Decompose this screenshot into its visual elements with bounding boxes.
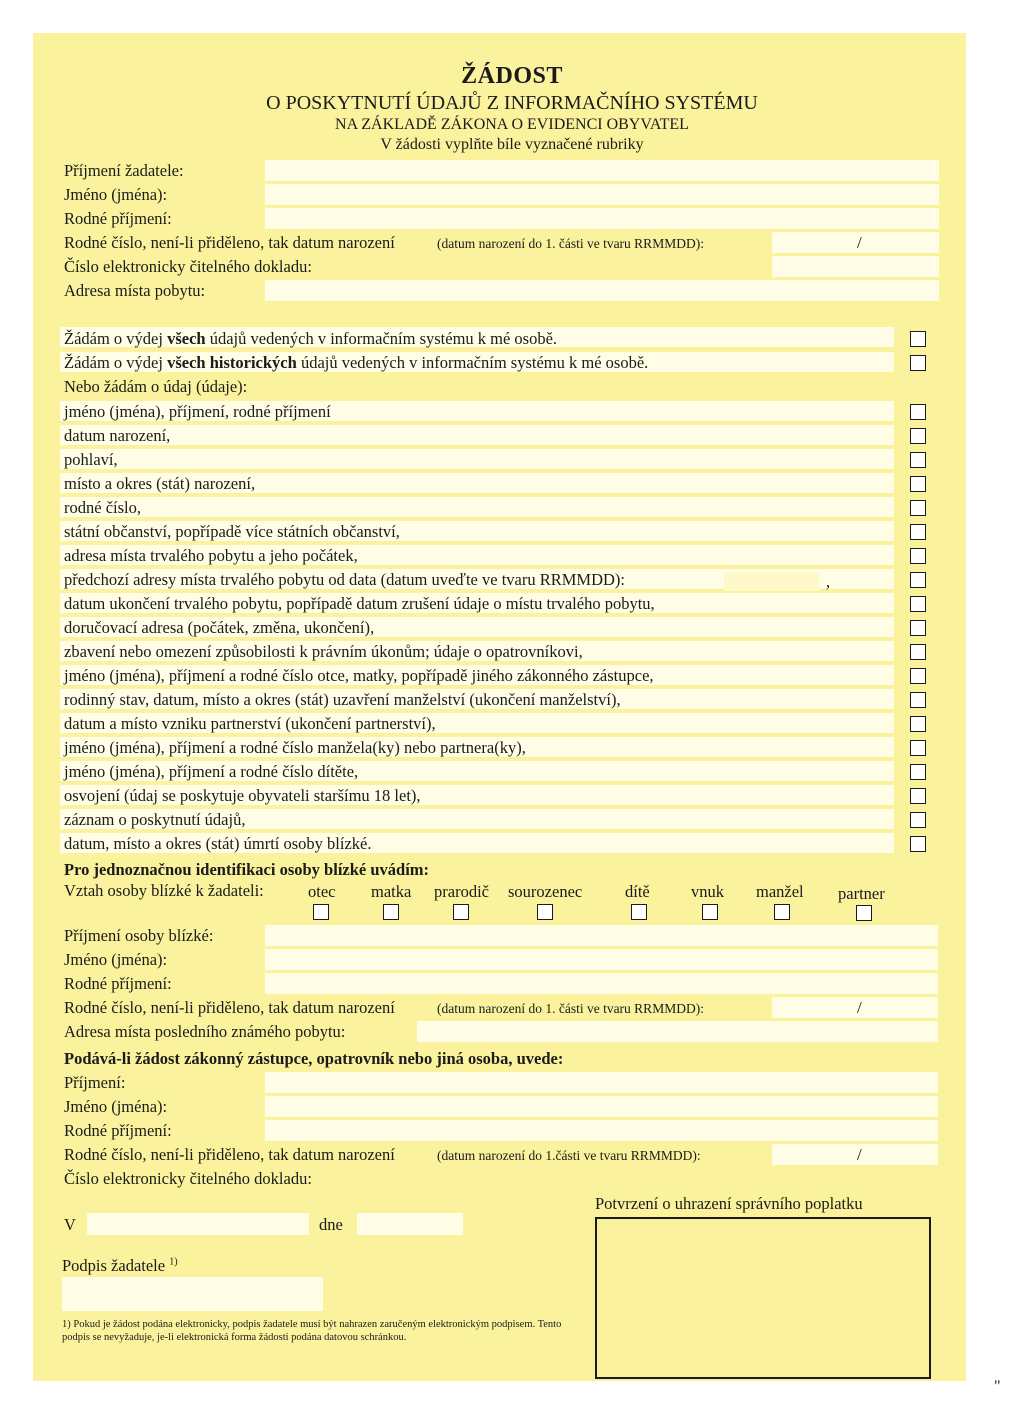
relation-label: Vztah osoby blízké k žadateli: — [64, 881, 264, 900]
applicant-birth-surname-label: Rodné příjmení: — [64, 209, 172, 228]
item-label-6: adresa místa trvalého pobytu a jeho počátek, — [64, 546, 358, 565]
item-label-17: záznam o poskytnutí údajů, — [64, 810, 246, 829]
signature-footnote: 1) Pokud je žádost podána elektronicky, podpis žadatele musí být nahrazen zaručeným elektronickým podpisem. Tento podpis se nevyžaduje, je-li elektronická forma žádosti podána datovou schránkou. — [62, 1319, 562, 1343]
relation-spouse-label: manžel — [756, 882, 804, 901]
relative-birth-surname-label: Rodné příjmení: — [64, 974, 172, 993]
applicant-address-label: Adresa místa pobytu: — [64, 281, 206, 300]
signature-field[interactable] — [62, 1277, 323, 1311]
relation-grandparent-checkbox[interactable] — [453, 904, 469, 920]
relative-surname-label: Příjmení osoby blízké: — [64, 926, 214, 945]
relation-partner-label: partner — [838, 884, 885, 903]
relative-address-label: Adresa místa posledního známého pobytu: — [64, 1022, 346, 1041]
request-all-checkbox[interactable] — [910, 331, 926, 347]
item-checkbox-13[interactable] — [910, 716, 926, 732]
item-checkbox-3[interactable] — [910, 476, 926, 492]
previous-address-date-field[interactable] — [724, 572, 819, 591]
applicant-birth-surname-field[interactable] — [265, 208, 939, 229]
fee-confirmation-label: Potvrzení o uhrazení správního poplatku — [595, 1194, 863, 1213]
item-row-4 — [60, 497, 894, 517]
item-checkbox-9[interactable] — [910, 620, 926, 636]
corner-mark: " — [994, 1378, 1001, 1395]
item-checkbox-12[interactable] — [910, 692, 926, 708]
item-label-1: datum narození, — [64, 426, 171, 445]
item-checkbox-16[interactable] — [910, 788, 926, 804]
item-checkbox-2[interactable] — [910, 452, 926, 468]
relative-surname-field[interactable] — [265, 925, 938, 946]
request-history-checkbox[interactable] — [910, 355, 926, 371]
item-checkbox-10[interactable] — [910, 644, 926, 660]
applicant-first-name-field[interactable] — [265, 184, 939, 205]
representative-first-name-field[interactable] — [265, 1096, 938, 1117]
item-checkbox-4[interactable] — [910, 500, 926, 516]
item-label-0: jméno (jména), příjmení, rodné příjmení — [64, 402, 331, 421]
relative-birth-number-label: Rodné číslo, není-li přiděleno, tak datum narození — [64, 998, 395, 1017]
representative-birth-number-hint: (datum narození do 1.části ve tvaru RRMMDD): — [437, 1148, 701, 1163]
relative-birth-number-hint: (datum narození do 1. části ve tvaru RRMMDD): — [437, 1001, 704, 1016]
place-label: V — [64, 1215, 76, 1234]
item-checkbox-17[interactable] — [910, 812, 926, 828]
item-checkbox-6[interactable] — [910, 548, 926, 564]
item-label-5: státní občanství, popřípadě více státních občanství, — [64, 522, 400, 541]
date-field[interactable] — [357, 1213, 463, 1235]
form-law: NA ZÁKLADĚ ZÁKONA O EVIDENCI OBYVATEL — [335, 116, 689, 133]
relative-first-name-label: Jméno (jména): — [64, 950, 168, 969]
relative-heading: Pro jednoznačnou identifikaci osoby blízké uvádím: — [64, 860, 430, 879]
item-checkbox-11[interactable] — [910, 668, 926, 684]
item-checkbox-14[interactable] — [910, 740, 926, 756]
applicant-birth-number-label: Rodné číslo, není-li přiděleno, tak datum narození — [64, 233, 395, 252]
date-comma: , — [826, 572, 831, 591]
item-label-2: pohlaví, — [64, 450, 118, 469]
relation-grandparent-label: prarodič — [434, 882, 489, 901]
birth-number-slash: / — [857, 233, 862, 252]
representative-first-name-label: Jméno (jména): — [64, 1097, 168, 1116]
item-label-9: doručovací adresa (počátek, změna, ukončení), — [64, 618, 375, 637]
form-instruction: V žádosti vyplňte bíle vyznačené rubriky — [380, 136, 644, 153]
applicant-first-name-label: Jméno (jména): — [64, 185, 168, 204]
applicant-address-field[interactable] — [265, 280, 939, 301]
item-label-18: datum, místo a okres (stát) úmrtí osoby blízké. — [64, 834, 372, 853]
item-checkbox-5[interactable] — [910, 524, 926, 540]
relation-sibling-checkbox[interactable] — [537, 904, 553, 920]
item-checkbox-18[interactable] — [910, 836, 926, 852]
relative-address-field[interactable] — [417, 1021, 938, 1042]
relation-grandchild-label: vnuk — [691, 882, 724, 901]
applicant-surname-label: Příjmení žadatele: — [64, 161, 184, 180]
applicant-id-doc-field[interactable] — [772, 256, 939, 277]
relation-father-label: otec — [308, 882, 336, 901]
representative-birth-surname-field[interactable] — [265, 1120, 938, 1141]
form-subtitle: O POSKYTNUTÍ ÚDAJŮ Z INFORMAČNÍHO SYSTÉMU — [266, 92, 758, 114]
item-label-7: předchozí adresy místa trvalého pobytu od data (datum uveďte ve tvaru RRMMDD): — [64, 570, 625, 589]
fee-confirmation-box — [595, 1217, 931, 1379]
relative-first-name-field[interactable] — [265, 949, 938, 970]
item-checkbox-8[interactable] — [910, 596, 926, 612]
applicant-id-doc-label: Číslo elektronicky čitelného dokladu: — [64, 257, 312, 276]
item-checkbox-15[interactable] — [910, 764, 926, 780]
relation-father-checkbox[interactable] — [313, 904, 329, 920]
item-label-12: rodinný stav, datum, místo a okres (stát) uzavření manželství (ukončení manželství), — [64, 690, 621, 709]
item-label-15: jméno (jména), příjmení a rodné číslo dítěte, — [64, 762, 359, 781]
relation-mother-label: matka — [371, 882, 412, 901]
item-label-8: datum ukončení trvalého pobytu, popřípadě datum zrušení údaje o místu trvalého pobytu, — [64, 594, 655, 613]
representative-birth-number-field[interactable] — [772, 1144, 938, 1165]
representative-birth-surname-label: Rodné příjmení: — [64, 1121, 172, 1140]
relation-spouse-checkbox[interactable] — [774, 904, 790, 920]
place-field[interactable] — [87, 1213, 309, 1235]
item-label-4: rodné číslo, — [64, 498, 141, 517]
item-label-10: zbavení nebo omezení způsobilosti k právním úkonům; údaje o opatrovníkovi, — [64, 642, 583, 661]
item-label-16: osvojení (údaj se poskytuje obyvateli staršímu 18 let), — [64, 786, 421, 805]
representative-surname-label: Příjmení: — [64, 1073, 126, 1092]
item-checkbox-7[interactable] — [910, 572, 926, 588]
relation-sibling-label: sourozenec — [508, 882, 583, 901]
signature-label: Podpis žadatele $^{1)}$ — [62, 1256, 178, 1275]
item-row-2 — [60, 449, 894, 469]
applicant-birth-number-field[interactable] — [772, 232, 939, 253]
item-row-1 — [60, 425, 894, 445]
representative-birth-number-slash: / — [857, 1145, 862, 1164]
relative-birth-number-field[interactable] — [772, 997, 938, 1018]
relation-mother-checkbox[interactable] — [383, 904, 399, 920]
item-checkbox-1[interactable] — [910, 428, 926, 444]
date-label: dne — [319, 1215, 343, 1234]
item-label-3: místo a okres (stát) narození, — [64, 474, 256, 493]
item-label-13: datum a místo vzniku partnerství (ukončení partnerství), — [64, 714, 436, 733]
request-all-label: Žádám o výdej všech údajů vedených v informačním systému k mé osobě. — [64, 329, 558, 348]
applicant-birth-number-hint: (datum narození do 1. části ve tvaru RRMMDD): — [437, 236, 704, 251]
applicant-surname-field[interactable] — [265, 160, 939, 181]
request-or-label: Nebo žádám o údaj (údaje): — [64, 377, 248, 396]
representative-surname-field[interactable] — [265, 1072, 938, 1093]
relation-partner-checkbox[interactable] — [856, 905, 872, 921]
item-label-11: jméno (jména), příjmení a rodné číslo otce, matky, popřípadě jiného zákonného zástupce, — [64, 666, 654, 685]
representative-heading: Podává-li žádost zákonný zástupce, opatrovník nebo jiná osoba, uvede: — [64, 1049, 564, 1068]
relation-child-checkbox[interactable] — [631, 904, 647, 920]
item-checkbox-0[interactable] — [910, 404, 926, 420]
item-label-14: jméno (jména), příjmení a rodné číslo manžela(ky) nebo partnera(ky), — [64, 738, 526, 757]
request-history-label: Žádám o výdej všech historických údajů vedených v informačním systému k mé osobě. — [64, 353, 649, 372]
relative-birth-surname-field[interactable] — [265, 973, 938, 994]
relation-grandchild-checkbox[interactable] — [702, 904, 718, 920]
representative-id-doc-label: Číslo elektronicky čitelného dokladu: — [64, 1169, 312, 1188]
relation-child-label: dítě — [625, 882, 650, 901]
relative-birth-number-slash: / — [857, 998, 862, 1017]
form-title: ŽÁDOST — [461, 63, 563, 89]
representative-birth-number-label: Rodné číslo, není-li přiděleno, tak datum narození — [64, 1145, 395, 1164]
